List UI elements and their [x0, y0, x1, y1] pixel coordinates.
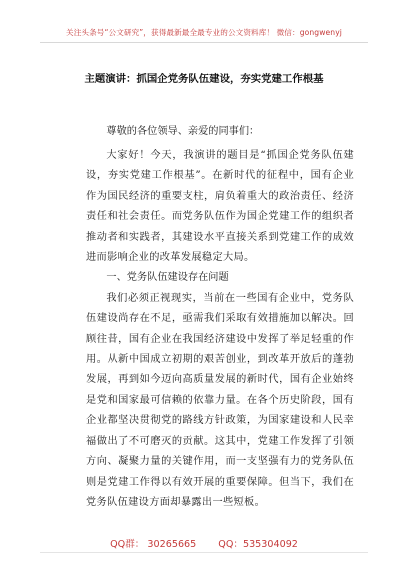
footer-contact [0, 536, 408, 550]
header-banner: 关注头条号“公文研究”，获得最新最全最专业的公文资料库！ 微信：gongwenyj [66, 28, 342, 37]
salutation: 尊敬的各位领导、亲爱的同事们： [106, 126, 260, 137]
header-divider [40, 42, 368, 43]
paragraph-problems: 我们必须正视现实，当前在一些国有企业中，党务队伍建设尚存在不足，亟需我们采取有效措施加以解决。回顾往昔，国有企业在我国经济建设中发挥了举足轻重的作用。从新中国成立初期的艰苦创业，到改革开放后的蓬勃发展，再到如今迈向高质量发展的新时代，国有企业始终是党和国家最可信赖的依靠力量。在各个历史阶段，国有企业都坚决贯彻党的路线方针政策，为国家建设和人民幸福做出了不可磨灭的贡献。这其中，党建工作发挥了引领方向、凝聚力量的关键作用，而一支坚强有力的党务队伍则是党建工作得以有效开展的重要保障。但当下，我们在党务队伍建设方面却暴露出一些短板。 [86, 292, 354, 508]
qq-group-number: QQ群： 30265665 [110, 539, 197, 550]
section-heading-1: 一、党务队伍建设存在问题 [106, 272, 229, 284]
footer-divider [40, 552, 368, 553]
paragraph-intro: 大家好！今天，我演讲的题目是“抓国企党务队伍建设，夯实党建工作根基”。在新时代的征程中，国有企业作为国民经济的重要支柱，肩负着重大的政治责任、经济责任和社会责任。而党务队伍作为国企党建工作的组织者推动者和实践者，其建设水平直接关系到党建工作的成效进而影响企业的改革发展稳定大局。 [86, 150, 354, 264]
document-body [86, 122, 354, 513]
qq-number: QQ：535304092 [218, 539, 298, 550]
document-title: 主题演讲：抓国企党务队伍建设，夯实党建工作根基 [84, 73, 324, 85]
